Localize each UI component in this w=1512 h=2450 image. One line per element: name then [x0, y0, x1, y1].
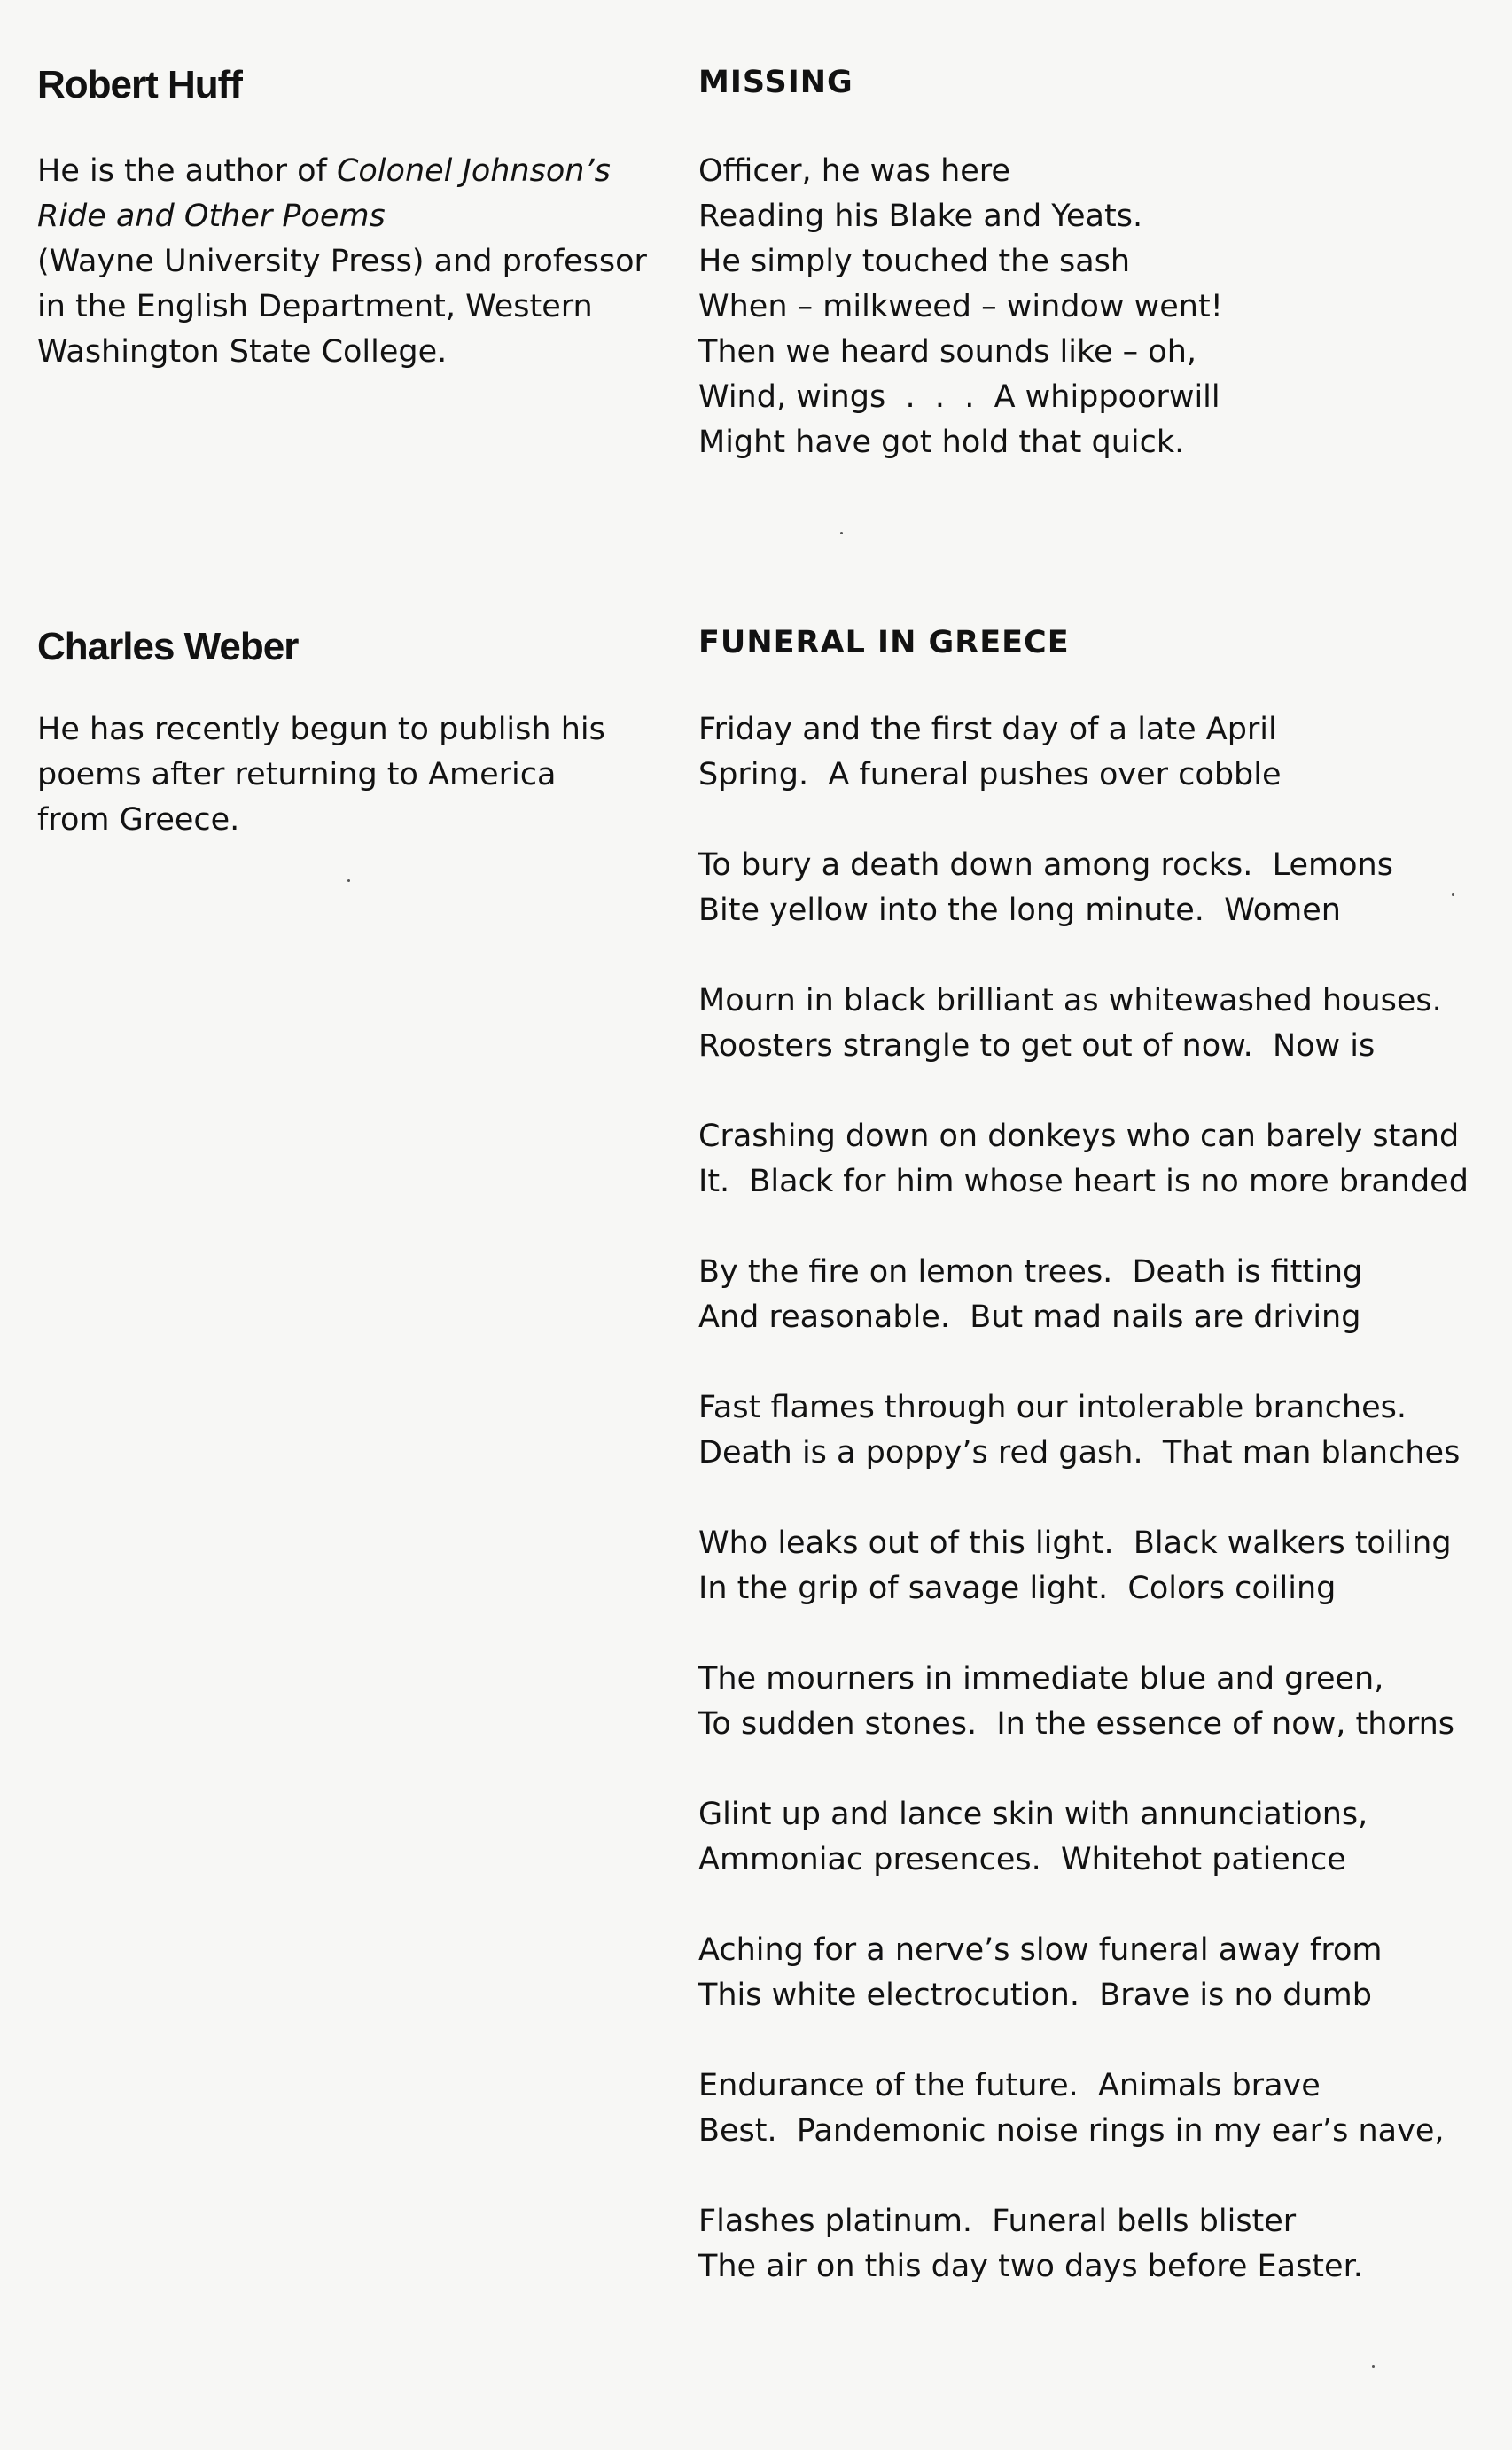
book-title: Ride and Other Poems [37, 199, 386, 234]
poem-line: Endurance of the future. Animals brave [698, 2068, 1321, 2103]
bio-line [37, 239, 675, 285]
author-bio-robert-huff [37, 149, 675, 375]
bio-line [37, 285, 675, 330]
poem-funeral-in-greece [698, 707, 1496, 2290]
bio-text: He is the author of [37, 153, 337, 189]
poem-line: To sudden stones. In the essence of now, thorns [698, 1706, 1455, 1742]
scan-speck [840, 532, 843, 534]
poem-line: Mourn in black brilliant as whitewashed houses. [698, 983, 1442, 1018]
poem-line: Aching for a nerve’s slow funeral away from [698, 1932, 1383, 1968]
bio-text: Washington State College. [37, 334, 448, 370]
poem-line: When – milkweed – window went! [698, 289, 1223, 324]
scan-speck [1452, 893, 1454, 896]
poem-line: Best. Pandemonic noise rings in my ear’s nave, [698, 2113, 1445, 2149]
poem-line: Friday and the first day of a late April [698, 712, 1277, 747]
bio-line [37, 707, 675, 753]
poem-line: Roosters strangle to get out of now. Now is [698, 1028, 1376, 1064]
poem-missing [698, 149, 1496, 465]
poem-stanza [698, 1521, 1496, 1611]
poem-line: Flashes platinum. Funeral bells blister [698, 2204, 1297, 2239]
scan-speck [1372, 2365, 1375, 2368]
bio-line [37, 149, 675, 194]
poem-title-missing: MISSING [698, 65, 853, 100]
poem-stanza [698, 1657, 1496, 1747]
poem-stanza [698, 2064, 1496, 2154]
poem-line: And reasonable. But mad nails are driving [698, 1299, 1361, 1335]
poem-line: This white electrocution. Brave is no dumb [698, 1978, 1372, 2013]
poem-line: Glint up and lance skin with annunciations, [698, 1797, 1368, 1832]
poem-stanza [698, 843, 1496, 933]
poem-line: By the fire on lemon trees. Death is fitting [698, 1254, 1363, 1290]
poem-line: Ammoniac presences. Whitehot patience [698, 1842, 1346, 1877]
poem-line: To bury a death down among rocks. Lemons [698, 847, 1393, 883]
poem-line: The mourners in immediate blue and green, [698, 1661, 1384, 1697]
bio-text: from Greece. [37, 802, 240, 838]
poem-line: Fast flames through our intolerable branches. [698, 1390, 1407, 1425]
author-name-robert-huff: Robert Huff [37, 63, 242, 106]
poem-line: He simply touched the sash [698, 244, 1131, 279]
poem-stanza [698, 1250, 1496, 1340]
poem-line: The air on this day two days before Easter. [698, 2249, 1363, 2284]
poem-title-funeral-in-greece: FUNERAL IN GREECE [698, 625, 1070, 660]
poem-stanza [698, 979, 1496, 1069]
poem-line: Who leaks out of this light. Black walkers toiling [698, 1525, 1452, 1561]
poem-line: It. Black for him whose heart is no more branded [698, 1164, 1469, 1199]
poem-stanza [698, 1928, 1496, 2018]
poem-stanza [698, 1114, 1496, 1205]
scan-speck [347, 879, 350, 882]
poem-stanza [698, 149, 1496, 465]
bio-line [37, 330, 675, 375]
bio-text: He has recently begun to publish his [37, 712, 605, 747]
bio-line [37, 194, 675, 239]
poem-line: Spring. A funeral pushes over cobble [698, 757, 1282, 792]
poem-line: Bite yellow into the long minute. Women [698, 893, 1341, 928]
author-bio-charles-weber [37, 707, 675, 843]
poem-line: Officer, he was here [698, 153, 1010, 189]
book-title: Colonel Johnson’s [336, 153, 611, 189]
bio-text: (Wayne University Press) and professor [37, 244, 647, 279]
poem-line: Might have got hold that quick. [698, 425, 1185, 460]
poem-line: Crashing down on donkeys who can barely stand [698, 1119, 1460, 1154]
bio-text: in the English Department, Western [37, 289, 593, 324]
poem-line: Then we heard sounds like – oh, [698, 334, 1197, 370]
poem-line: In the grip of savage light. Colors coiling [698, 1571, 1337, 1606]
author-name-charles-weber: Charles Weber [37, 625, 299, 668]
poem-stanza [698, 1792, 1496, 1883]
bio-line [37, 798, 675, 843]
poem-line: Death is a poppy’s red gash. That man blanches [698, 1435, 1461, 1471]
poem-stanza [698, 2199, 1496, 2290]
poem-stanza [698, 1385, 1496, 1476]
poem-line: Reading his Blake and Yeats. [698, 199, 1143, 234]
poem-stanza [698, 707, 1496, 798]
bio-text: poems after returning to America [37, 757, 557, 792]
bio-line [37, 753, 675, 798]
poem-line: Wind, wings . . . A whippoorwill [698, 379, 1220, 415]
